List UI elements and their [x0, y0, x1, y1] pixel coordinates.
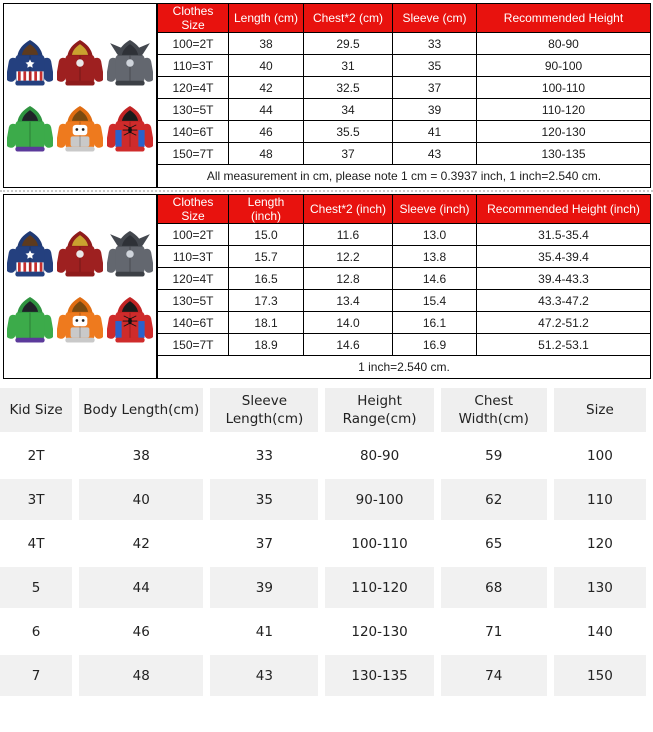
hoodie-orange-hero-image — [56, 101, 105, 157]
table-cell: 130-135 — [325, 655, 433, 696]
column-header: Clothes Size — [158, 4, 229, 33]
table-cell: 35.4-39.4 — [477, 246, 651, 268]
table-cell: 34 — [304, 99, 393, 121]
table-cell: 13.4 — [304, 290, 393, 312]
hoodie-thor-image — [106, 35, 155, 91]
table-row — [0, 611, 646, 652]
table-cell: 48 — [229, 143, 304, 165]
table-cell: 39 — [210, 567, 318, 608]
table-row — [0, 523, 646, 564]
hoodie-orange-hero-image — [56, 292, 105, 348]
table-cell: 31 — [304, 55, 393, 77]
table-cell: 110=3T — [158, 246, 229, 268]
table-cell: 17.3 — [229, 290, 304, 312]
table-row — [158, 77, 651, 99]
table-cell: 140=6T — [158, 121, 229, 143]
table-cell: 130=5T — [158, 290, 229, 312]
column-header: Sleeve Length(cm) — [210, 388, 318, 432]
table-cell: 7 — [0, 655, 72, 696]
table-cell: 90-100 — [325, 479, 433, 520]
column-header: Kid Size — [0, 388, 72, 432]
measurement-note: 1 inch=2.540 cm. — [158, 356, 651, 379]
table-cell: 15.4 — [393, 290, 477, 312]
hoodie-thor-image — [106, 226, 155, 282]
table-cell: 140 — [554, 611, 646, 652]
table-cell: 13.0 — [393, 224, 477, 246]
table-cell: 46 — [229, 121, 304, 143]
table-cell: 16.1 — [393, 312, 477, 334]
table-cell: 59 — [441, 435, 547, 476]
table-row — [158, 268, 651, 290]
column-header: Sleeve (inch) — [393, 195, 477, 224]
column-header: Chest*2 (cm) — [304, 4, 393, 33]
table-cell: 39.4-43.3 — [477, 268, 651, 290]
product-photo-inch — [3, 194, 157, 379]
column-header: Body Length(cm) — [79, 388, 203, 432]
table-cell: 44 — [79, 567, 203, 608]
table-cell: 18.9 — [229, 334, 304, 356]
table-cell: 12.2 — [304, 246, 393, 268]
inch-size-table — [157, 194, 651, 379]
table-cell: 51.2-53.1 — [477, 334, 651, 356]
column-header: Length (inch) — [229, 195, 304, 224]
table-cell: 4T — [0, 523, 72, 564]
table-cell: 150=7T — [158, 334, 229, 356]
table-cell: 37 — [210, 523, 318, 564]
table-row — [0, 567, 646, 608]
table-cell: 33 — [210, 435, 318, 476]
table-row — [0, 479, 646, 520]
table-cell: 35 — [393, 55, 477, 77]
column-header: Sleeve (cm) — [393, 4, 477, 33]
header-row — [158, 4, 651, 33]
table-cell: 31.5-35.4 — [477, 224, 651, 246]
table-cell: 13.8 — [393, 246, 477, 268]
hoodie-spiderman-image — [106, 101, 155, 157]
table-cell: 100-110 — [477, 77, 651, 99]
table-cell: 150 — [554, 655, 646, 696]
table-cell: 43.3-47.2 — [477, 290, 651, 312]
table-row — [158, 143, 651, 165]
table-row — [158, 290, 651, 312]
kid-size-table — [0, 385, 653, 699]
hoodie-iron-man-image — [56, 35, 105, 91]
table-cell: 11.6 — [304, 224, 393, 246]
hoodie-captain-america-image — [6, 226, 55, 282]
table-row — [158, 224, 651, 246]
column-header: Recommended Height — [477, 4, 651, 33]
product-photo-cm — [3, 3, 157, 188]
hoodie-hulk-image — [6, 101, 55, 157]
inch-size-section — [3, 194, 653, 379]
table-cell: 14.0 — [304, 312, 393, 334]
table-cell: 39 — [393, 99, 477, 121]
column-header: Clothes Size — [158, 195, 229, 224]
table-cell: 120=4T — [158, 77, 229, 99]
table-cell: 80-90 — [325, 435, 433, 476]
table-cell: 71 — [441, 611, 547, 652]
cm-size-table — [157, 3, 651, 188]
table-cell: 14.6 — [304, 334, 393, 356]
table-cell: 35.5 — [304, 121, 393, 143]
table-cell: 100=2T — [158, 33, 229, 55]
table-cell: 37 — [304, 143, 393, 165]
column-header: Chest Width(cm) — [441, 388, 547, 432]
table-cell: 90-100 — [477, 55, 651, 77]
table-cell: 120-130 — [325, 611, 433, 652]
table-cell: 46 — [79, 611, 203, 652]
table-cell: 100=2T — [158, 224, 229, 246]
table-cell: 40 — [229, 55, 304, 77]
table-cell: 110=3T — [158, 55, 229, 77]
table-cell: 37 — [393, 77, 477, 99]
section-divider — [0, 190, 653, 192]
header-row — [158, 195, 651, 224]
table-cell: 40 — [79, 479, 203, 520]
table-cell: 16.9 — [393, 334, 477, 356]
note-row — [158, 165, 651, 188]
table-cell: 6 — [0, 611, 72, 652]
hoodie-spiderman-image — [106, 292, 155, 348]
table-cell: 80-90 — [477, 33, 651, 55]
table-cell: 42 — [79, 523, 203, 564]
table-cell: 44 — [229, 99, 304, 121]
table-cell: 120-130 — [477, 121, 651, 143]
hoodie-iron-man-image — [56, 226, 105, 282]
table-cell: 68 — [441, 567, 547, 608]
table-row — [158, 246, 651, 268]
table-cell: 41 — [210, 611, 318, 652]
hoodie-grid — [4, 4, 156, 187]
table-cell: 35 — [210, 479, 318, 520]
column-header: Recommended Height (inch) — [477, 195, 651, 224]
table-row — [158, 99, 651, 121]
table-cell: 150=7T — [158, 143, 229, 165]
table-cell: 33 — [393, 33, 477, 55]
cm-size-section — [3, 3, 653, 188]
table-cell: 47.2-51.2 — [477, 312, 651, 334]
table-cell: 100-110 — [325, 523, 433, 564]
hoodie-hulk-image — [6, 292, 55, 348]
note-row — [158, 356, 651, 379]
column-header: Length (cm) — [229, 4, 304, 33]
hoodie-captain-america-image — [6, 35, 55, 91]
table-cell: 140=6T — [158, 312, 229, 334]
table-row — [158, 334, 651, 356]
table-cell: 38 — [79, 435, 203, 476]
table-cell: 110-120 — [325, 567, 433, 608]
hoodie-grid — [4, 195, 156, 378]
table-row — [0, 655, 646, 696]
table-cell: 120 — [554, 523, 646, 564]
table-row — [158, 33, 651, 55]
table-row — [158, 55, 651, 77]
table-cell: 130=5T — [158, 99, 229, 121]
table-cell: 120=4T — [158, 268, 229, 290]
table-row — [158, 121, 651, 143]
table-cell: 5 — [0, 567, 72, 608]
table-cell: 43 — [393, 143, 477, 165]
table-cell: 130 — [554, 567, 646, 608]
table-cell: 14.6 — [393, 268, 477, 290]
table-cell: 2T — [0, 435, 72, 476]
table-cell: 100 — [554, 435, 646, 476]
table-cell: 62 — [441, 479, 547, 520]
measurement-note: All measurement in cm, please note 1 cm = 0.3937 inch, 1 inch=2.540 cm. — [158, 165, 651, 188]
table-cell: 38 — [229, 33, 304, 55]
table-cell: 110-120 — [477, 99, 651, 121]
table-cell: 15.7 — [229, 246, 304, 268]
table-cell: 3T — [0, 479, 72, 520]
table-cell: 110 — [554, 479, 646, 520]
table-row — [0, 435, 646, 476]
table-cell: 18.1 — [229, 312, 304, 334]
table-cell: 65 — [441, 523, 547, 564]
table-cell: 42 — [229, 77, 304, 99]
table-cell: 43 — [210, 655, 318, 696]
table-cell: 16.5 — [229, 268, 304, 290]
table-cell: 41 — [393, 121, 477, 143]
table-cell: 15.0 — [229, 224, 304, 246]
table-cell: 48 — [79, 655, 203, 696]
table-cell: 12.8 — [304, 268, 393, 290]
column-header: Size — [554, 388, 646, 432]
table-cell: 74 — [441, 655, 547, 696]
column-header: Chest*2 (inch) — [304, 195, 393, 224]
table-cell: 29.5 — [304, 33, 393, 55]
table-cell: 32.5 — [304, 77, 393, 99]
table-cell: 130-135 — [477, 143, 651, 165]
header-row — [0, 388, 646, 432]
table-row — [158, 312, 651, 334]
column-header: Height Range(cm) — [325, 388, 433, 432]
